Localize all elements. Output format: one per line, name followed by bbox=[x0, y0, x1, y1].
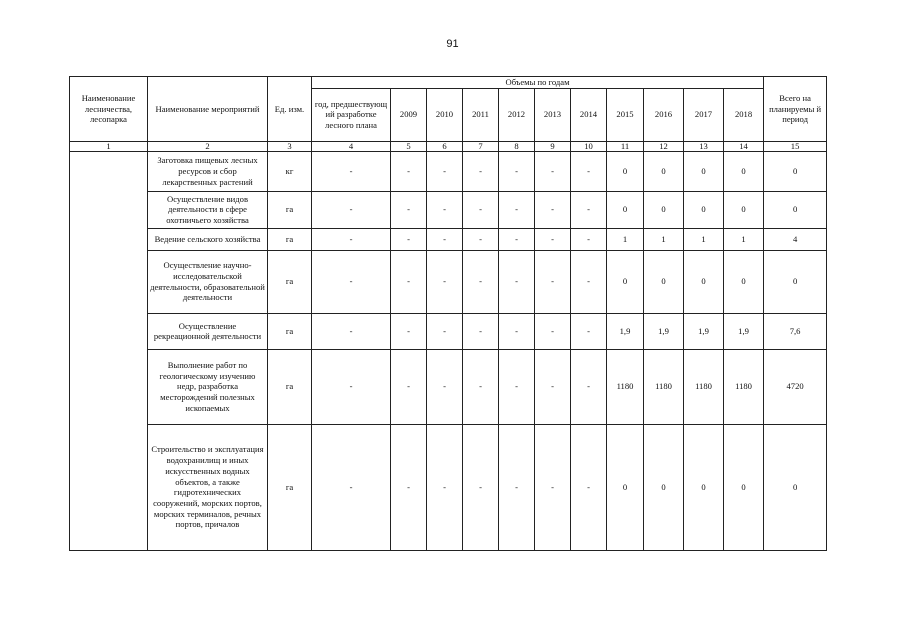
year-value-cell: 1180 bbox=[607, 349, 644, 424]
year-value-cell: - bbox=[391, 313, 427, 349]
year-value-cell: - bbox=[463, 228, 499, 250]
header-unit: Ед. изм. bbox=[268, 77, 312, 142]
year-value-cell: - bbox=[427, 313, 463, 349]
header-year: 2017 bbox=[684, 88, 724, 141]
year-value-cell: - bbox=[427, 349, 463, 424]
total-cell: 4720 bbox=[764, 349, 827, 424]
table-row bbox=[70, 349, 827, 424]
year-value-cell: - bbox=[391, 250, 427, 313]
header-year: 2010 bbox=[427, 88, 463, 141]
prev-year-cell: - bbox=[312, 424, 391, 550]
table-row bbox=[70, 228, 827, 250]
year-value-cell: - bbox=[535, 424, 571, 550]
activity-cell: Строительство и эксплуатация водохранилищ и иных искусственных водных объектов, а также гидротехнических сооружений, морских портов, морских терминалов, речных портов, причалов bbox=[148, 424, 268, 550]
column-number: 3 bbox=[268, 141, 312, 151]
column-number: 13 bbox=[684, 141, 724, 151]
header-year: 2014 bbox=[571, 88, 607, 141]
table-row bbox=[70, 424, 827, 550]
year-value-cell: - bbox=[427, 424, 463, 550]
year-value-cell: 0 bbox=[684, 191, 724, 228]
header-year: 2016 bbox=[644, 88, 684, 141]
year-value-cell: - bbox=[535, 313, 571, 349]
year-value-cell: 0 bbox=[724, 191, 764, 228]
header-forestry: Наименование лесничества, лесопарка bbox=[70, 77, 148, 142]
year-value-cell: - bbox=[463, 191, 499, 228]
year-value-cell: - bbox=[391, 151, 427, 191]
year-value-cell: 1180 bbox=[684, 349, 724, 424]
year-value-cell: 1 bbox=[607, 228, 644, 250]
table-row bbox=[70, 151, 827, 191]
column-number: 11 bbox=[607, 141, 644, 151]
header-volumes-by-year: Объемы по годам bbox=[312, 77, 764, 89]
header-prev-year: год, предшествующ ий разработке лесного плана bbox=[312, 88, 391, 141]
year-value-cell: - bbox=[463, 250, 499, 313]
column-number: 10 bbox=[571, 141, 607, 151]
total-cell: 0 bbox=[764, 424, 827, 550]
year-value-cell: 1180 bbox=[724, 349, 764, 424]
year-value-cell: - bbox=[535, 250, 571, 313]
year-value-cell: - bbox=[499, 313, 535, 349]
year-value-cell: 0 bbox=[607, 424, 644, 550]
year-value-cell: 1 bbox=[684, 228, 724, 250]
prev-year-cell: - bbox=[312, 313, 391, 349]
total-cell: 0 bbox=[764, 250, 827, 313]
year-value-cell: - bbox=[499, 349, 535, 424]
year-value-cell: 1 bbox=[724, 228, 764, 250]
year-value-cell: - bbox=[571, 228, 607, 250]
unit-cell: га bbox=[268, 191, 312, 228]
year-value-cell: 0 bbox=[724, 424, 764, 550]
year-value-cell: - bbox=[391, 424, 427, 550]
year-value-cell: - bbox=[499, 228, 535, 250]
table-row bbox=[70, 191, 827, 228]
year-value-cell: - bbox=[463, 349, 499, 424]
year-value-cell: 0 bbox=[644, 191, 684, 228]
column-number: 15 bbox=[764, 141, 827, 151]
year-value-cell: 0 bbox=[684, 151, 724, 191]
volumes-table bbox=[69, 76, 827, 551]
year-value-cell: - bbox=[463, 313, 499, 349]
year-value-cell: 0 bbox=[607, 191, 644, 228]
year-value-cell: - bbox=[427, 191, 463, 228]
column-number: 12 bbox=[644, 141, 684, 151]
total-cell: 0 bbox=[764, 191, 827, 228]
year-value-cell: - bbox=[391, 191, 427, 228]
year-value-cell: - bbox=[535, 151, 571, 191]
year-value-cell: 0 bbox=[724, 250, 764, 313]
activity-cell: Заготовка пищевых лесных ресурсов и сбор лекарственных растений bbox=[148, 151, 268, 191]
year-value-cell: - bbox=[535, 349, 571, 424]
column-number: 4 bbox=[312, 141, 391, 151]
year-value-cell: 0 bbox=[724, 151, 764, 191]
year-value-cell: - bbox=[571, 349, 607, 424]
column-number: 2 bbox=[148, 141, 268, 151]
activity-cell: Осуществление рекреационной деятельности bbox=[148, 313, 268, 349]
year-value-cell: 0 bbox=[684, 250, 724, 313]
year-value-cell: - bbox=[571, 424, 607, 550]
year-value-cell: - bbox=[571, 250, 607, 313]
year-value-cell: - bbox=[535, 228, 571, 250]
unit-cell: кг bbox=[268, 151, 312, 191]
page-number: 91 bbox=[446, 38, 459, 50]
year-value-cell: - bbox=[391, 228, 427, 250]
column-number: 1 bbox=[70, 141, 148, 151]
header-activity: Наименование мероприятий bbox=[148, 77, 268, 142]
column-numbers-row bbox=[70, 141, 827, 151]
total-cell: 0 bbox=[764, 151, 827, 191]
year-value-cell: - bbox=[391, 349, 427, 424]
year-value-cell: - bbox=[463, 151, 499, 191]
prev-year-cell: - bbox=[312, 151, 391, 191]
total-cell: 4 bbox=[764, 228, 827, 250]
header-total: Всего на планируемы й период bbox=[764, 77, 827, 142]
forestry-name-cell bbox=[70, 151, 148, 550]
table-row bbox=[70, 250, 827, 313]
header-year: 2013 bbox=[535, 88, 571, 141]
prev-year-cell: - bbox=[312, 250, 391, 313]
column-number: 8 bbox=[499, 141, 535, 151]
unit-cell: га bbox=[268, 424, 312, 550]
year-value-cell: - bbox=[427, 228, 463, 250]
unit-cell: га bbox=[268, 228, 312, 250]
year-value-cell: 1 bbox=[644, 228, 684, 250]
year-value-cell: 0 bbox=[644, 424, 684, 550]
year-value-cell: - bbox=[427, 151, 463, 191]
year-value-cell: 0 bbox=[644, 151, 684, 191]
column-number: 14 bbox=[724, 141, 764, 151]
column-number: 7 bbox=[463, 141, 499, 151]
header-year: 2009 bbox=[391, 88, 427, 141]
year-value-cell: - bbox=[571, 191, 607, 228]
header-year: 2015 bbox=[607, 88, 644, 141]
year-value-cell: - bbox=[499, 250, 535, 313]
year-value-cell: - bbox=[427, 250, 463, 313]
year-value-cell: - bbox=[499, 151, 535, 191]
activity-cell: Осуществление научно-исследовательской деятельности, образовательной деятельности bbox=[148, 250, 268, 313]
year-value-cell: - bbox=[499, 424, 535, 550]
column-number: 9 bbox=[535, 141, 571, 151]
year-value-cell: 1,9 bbox=[607, 313, 644, 349]
year-value-cell: 0 bbox=[684, 424, 724, 550]
year-value-cell: 1,9 bbox=[644, 313, 684, 349]
year-value-cell: 0 bbox=[607, 151, 644, 191]
unit-cell: га bbox=[268, 250, 312, 313]
prev-year-cell: - bbox=[312, 191, 391, 228]
activity-cell: Осуществление видов деятельности в сфере охотничьего хозяйства bbox=[148, 191, 268, 228]
activity-cell: Ведение сельского хозяйства bbox=[148, 228, 268, 250]
column-number: 6 bbox=[427, 141, 463, 151]
year-value-cell: - bbox=[571, 313, 607, 349]
column-number: 5 bbox=[391, 141, 427, 151]
prev-year-cell: - bbox=[312, 228, 391, 250]
year-value-cell: - bbox=[535, 191, 571, 228]
prev-year-cell: - bbox=[312, 349, 391, 424]
unit-cell: га bbox=[268, 349, 312, 424]
year-value-cell: 0 bbox=[607, 250, 644, 313]
header-year: 2011 bbox=[463, 88, 499, 141]
table-row bbox=[70, 313, 827, 349]
total-cell: 7,6 bbox=[764, 313, 827, 349]
header-year: 2018 bbox=[724, 88, 764, 141]
year-value-cell: - bbox=[499, 191, 535, 228]
year-value-cell: 1,9 bbox=[684, 313, 724, 349]
activity-cell: Выполнение работ по геологическому изучению недр, разработка месторождений полезных ископаемых bbox=[148, 349, 268, 424]
unit-cell: га bbox=[268, 313, 312, 349]
year-value-cell: 1180 bbox=[644, 349, 684, 424]
year-value-cell: - bbox=[571, 151, 607, 191]
year-value-cell: 0 bbox=[644, 250, 684, 313]
year-value-cell: 1,9 bbox=[724, 313, 764, 349]
year-value-cell: - bbox=[463, 424, 499, 550]
header-year: 2012 bbox=[499, 88, 535, 141]
